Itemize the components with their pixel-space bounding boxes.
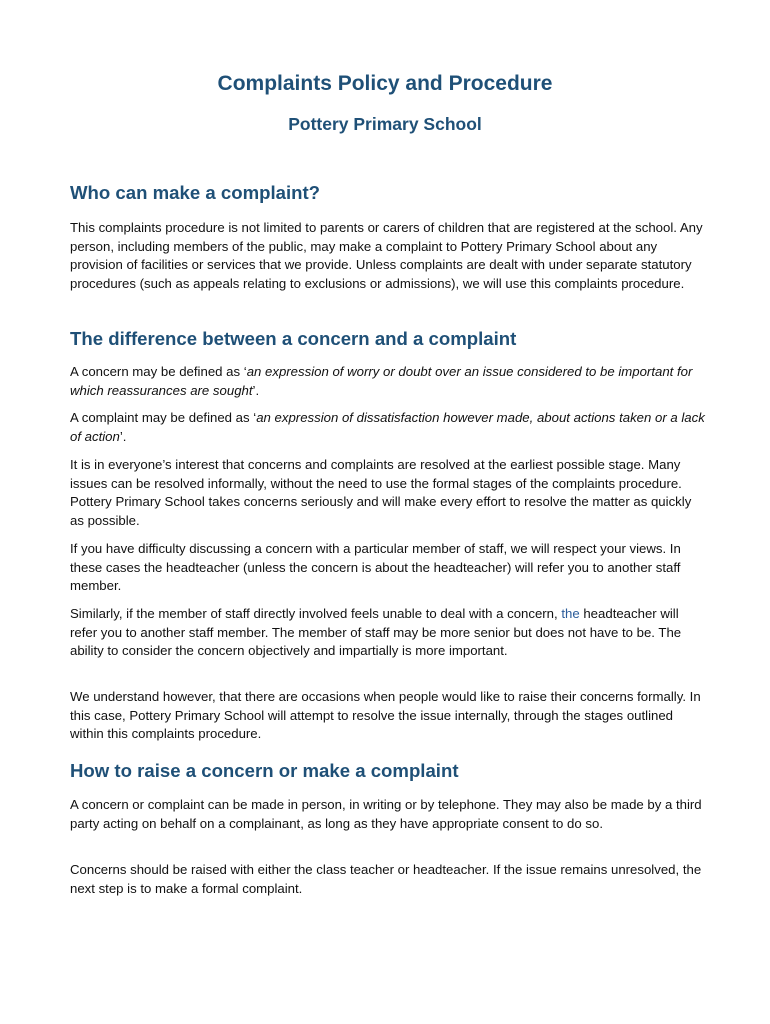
- concern-definition-quote: an expression of worry or doubt over an issue considered to be important for which reassurances are sought: [70, 364, 693, 398]
- school-name: Pottery Primary School: [288, 114, 482, 134]
- paragraph-resolve-early: It is in everyone’s interest that concerns and complaints are resolved at the earliest possible stage. Many issues can be resolved informally, without the need to use the formal stages of the complaints procedure. Pottery Primary School takes concerns seriously and will make every effort to resolve the matter as quickly as possible.: [70, 457, 692, 528]
- paragraph-similarly: [70, 605, 705, 661]
- heading-concern-vs-complaint: The difference between a concern and a complaint: [70, 328, 517, 349]
- paragraph-who-can-complain: This complaints procedure is not limited to parents or carers of children that are registered at the school. Any person, including members of the public, may make a complaint to Pottery Primary School about any provision of facilities or services that we provide. Unless complaints are dealt with under separate statutory procedures (such as appeals relating to exclusions or admissions), we will use this complaints procedure.: [70, 220, 703, 291]
- paragraph-complaint-definition: [70, 409, 705, 446]
- paragraph-difficulty-discussing: If you have difficulty discussing a concern with a particular member of staff, we will respect your views. In these cases the headteacher (unless the concern is about the headteacher) will refer you to another staff member.: [70, 541, 681, 593]
- similarly-link-text: the: [561, 606, 580, 621]
- heading-how-to-raise: How to raise a concern or make a complaint: [70, 760, 459, 781]
- concern-definition-suffix: ’.: [252, 382, 260, 398]
- complaint-definition-quote: an expression of dissatisfaction however made, about actions taken or a lack of action: [70, 410, 705, 444]
- similarly-suffix: headteacher will refer you to another staff member. The member of staff may be more senior but does not have to be. The ability to consider the concern objectively and impartially is more important.: [70, 606, 682, 658]
- complaint-definition-suffix: ’.: [119, 428, 127, 444]
- paragraph-who-to-contact: Concerns should be raised with either the class teacher or headteacher. If the issue remains unresolved, the next step is to make a formal complaint.: [70, 862, 702, 896]
- concern-definition-prefix: A concern may be defined as ‘: [70, 364, 247, 379]
- heading-who-can-complain: Who can make a complaint?: [70, 182, 321, 203]
- similarly-prefix: Similarly, if the member of staff directly involved feels unable to deal with a concern,: [70, 606, 562, 621]
- paragraph-how-to-raise: A concern or complaint can be made in person, in writing or by telephone. They may also be made by a third party acting on behalf on a complainant, as long as they have appropriate consent to do so.: [70, 797, 702, 831]
- paragraph-concern-definition: [70, 363, 705, 400]
- complaint-definition-prefix: A complaint may be defined as ‘: [70, 410, 257, 425]
- paragraph-raise-formally: We understand however, that there are occasions when people would like to raise their concerns formally. In this case, Pottery Primary School will attempt to resolve the issue internally, through the stages outlined within this complaints procedure.: [70, 689, 701, 741]
- document-title: Complaints Policy and Procedure: [217, 72, 553, 95]
